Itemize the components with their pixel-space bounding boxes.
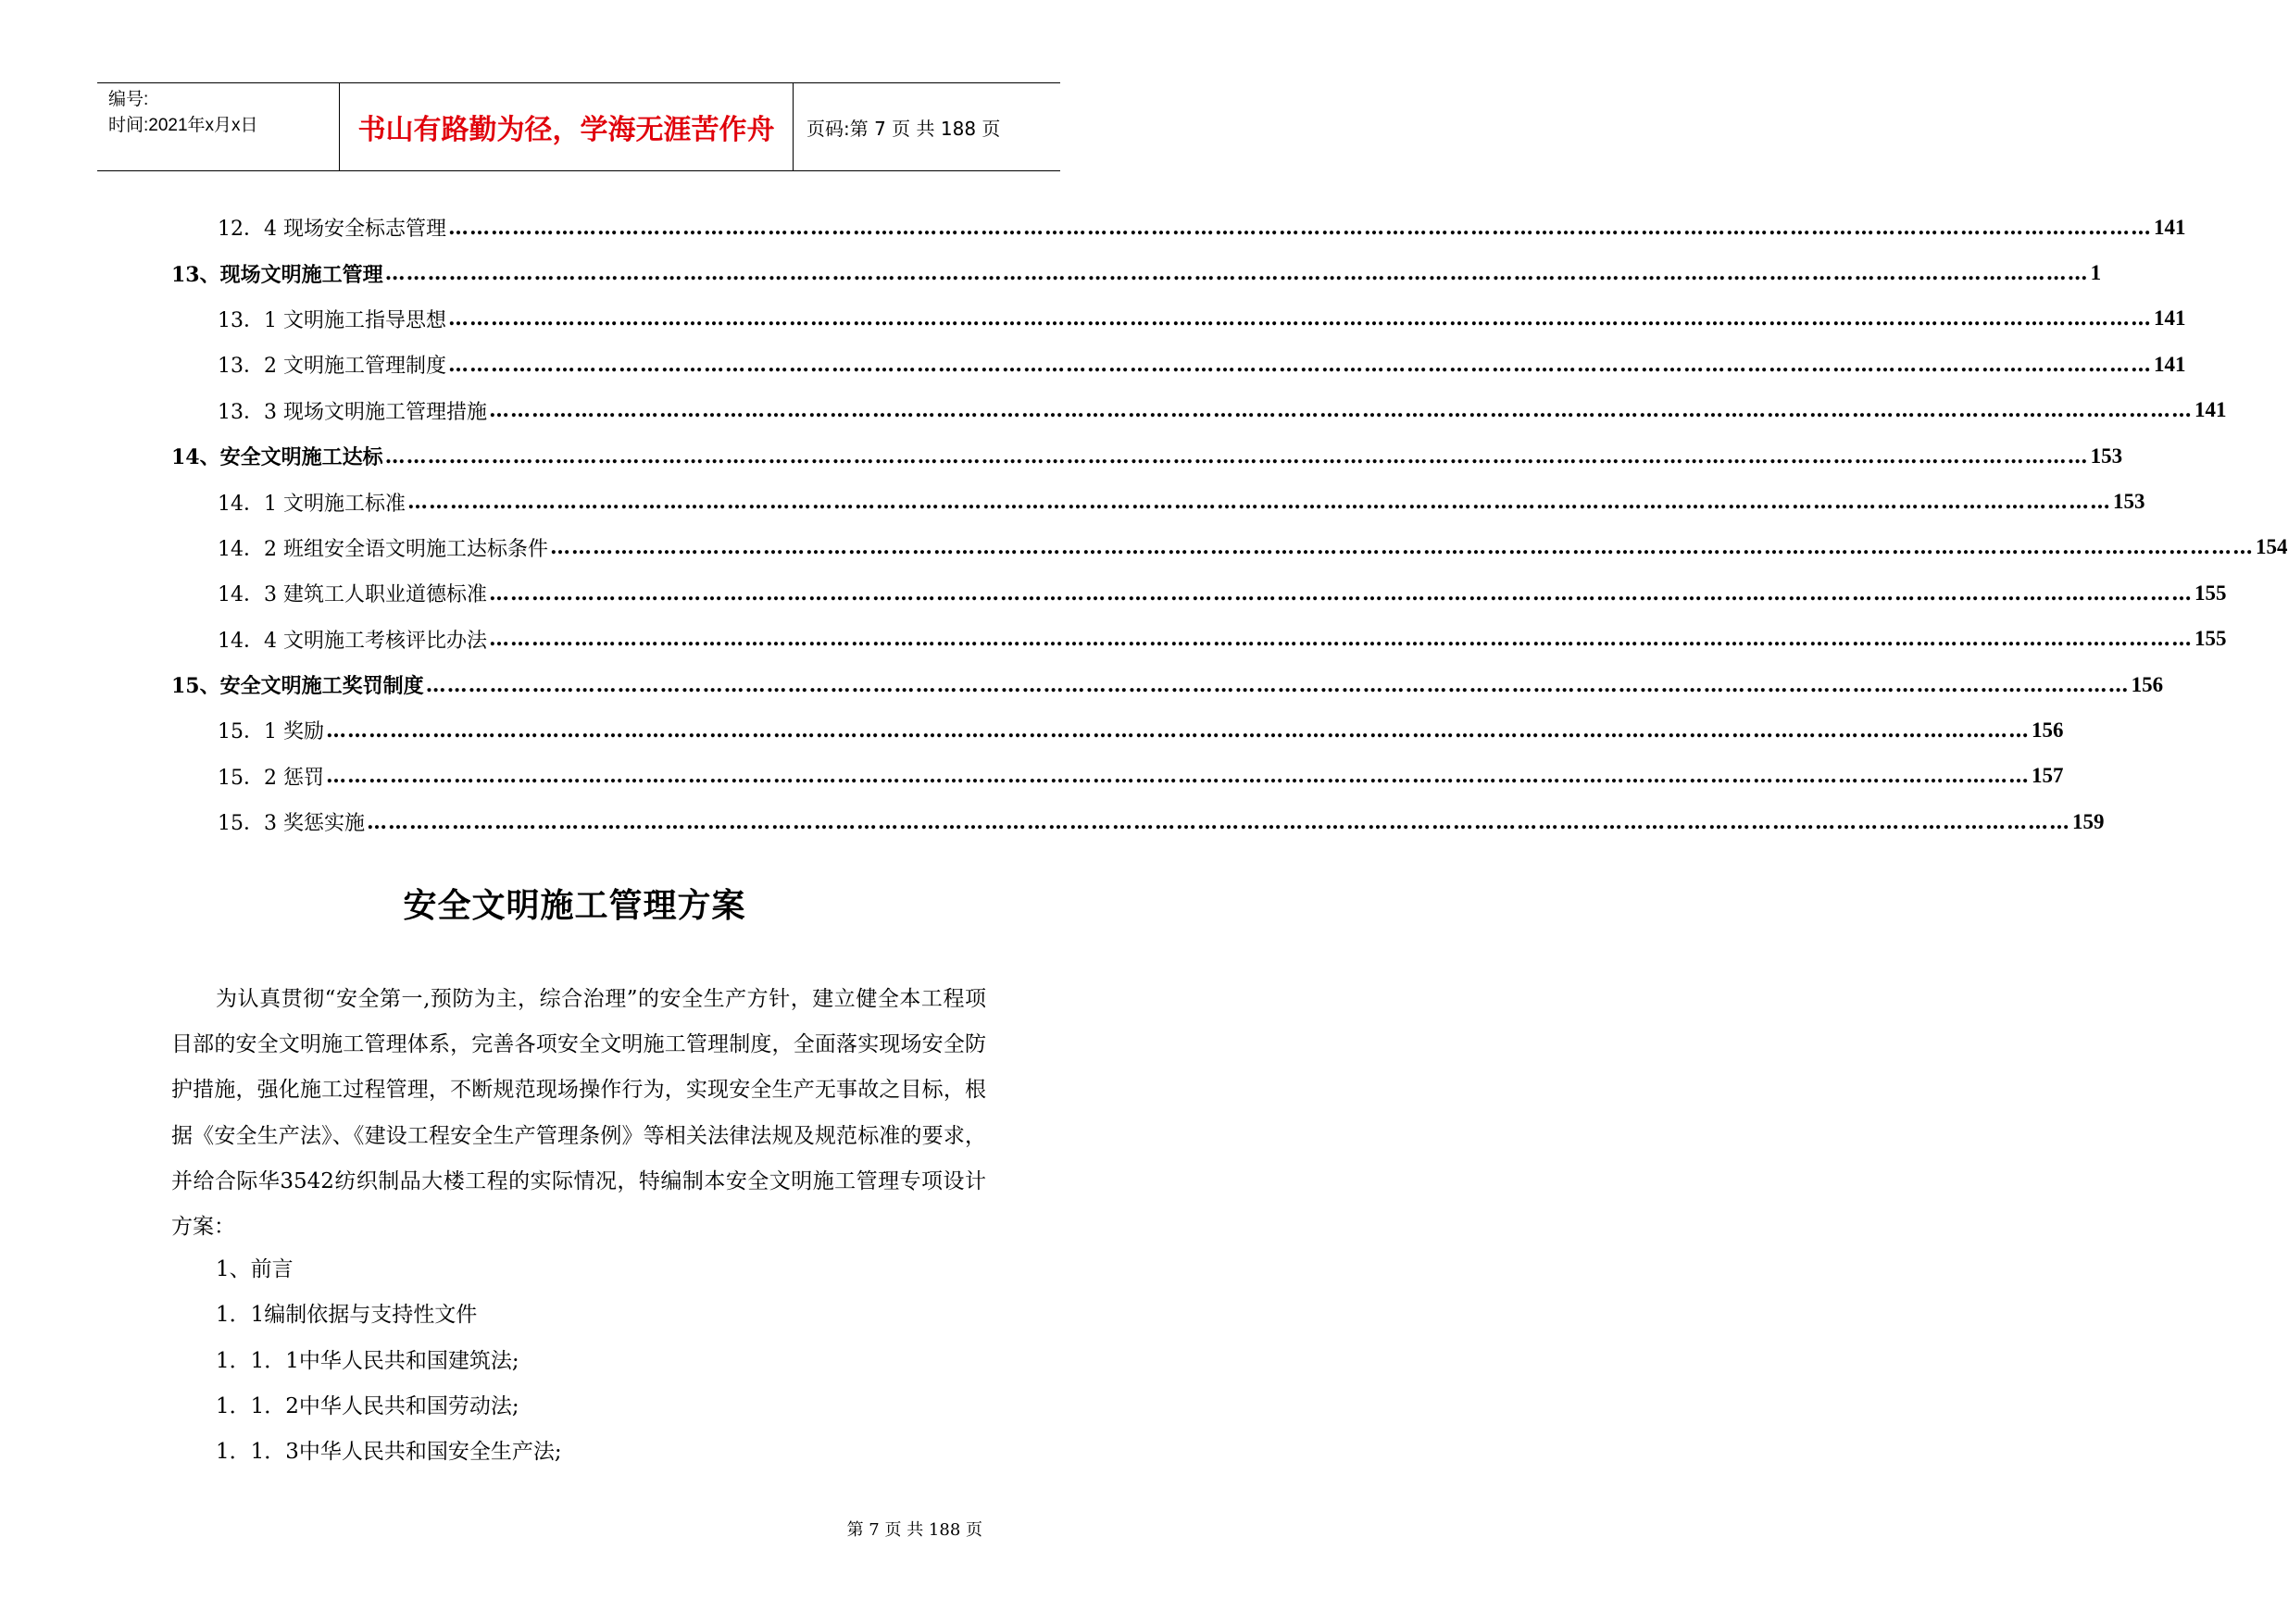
toc-entry[interactable] <box>171 433 2123 479</box>
toc-leader-dots: …………………………………………………………………………………………………………………………………………………………………………………………………………………… <box>407 490 2111 515</box>
toc-leader-dots: …………………………………………………………………………………………………………………………………………………………………………………………………………………… <box>448 306 2152 331</box>
toc-entry-page: 154 <box>2256 535 2288 559</box>
toc-entry-page: 157 <box>2032 764 2064 788</box>
toc-entry-label: 12．4 现场安全标志管理 <box>218 218 446 242</box>
toc-entry[interactable] <box>171 342 2186 387</box>
toc-entry-page: 141 <box>2154 352 2186 376</box>
list-item: 1．1．1中华人民共和国建筑法; <box>216 1348 519 1373</box>
toc-leader-dots: …………………………………………………………………………………………………………………………………………………………………………………………………………………… <box>550 535 2254 560</box>
toc-entry[interactable] <box>171 250 2102 295</box>
toc-entry-label: 13．1 文明施工指导思想 <box>218 308 446 332</box>
page-footer: 第 7 页 共 188 页 <box>846 1520 982 1540</box>
toc-entry-page: 156 <box>2032 718 2064 742</box>
document-title: 安全文明施工管理方案 <box>403 887 746 925</box>
toc-entry-label: 14．1 文明施工标准 <box>218 492 406 516</box>
toc-leader-dots: …………………………………………………………………………………………………………………………………………………………………………………………………………………… <box>448 352 2152 377</box>
list-item: 1．1．2中华人民共和国劳动法; <box>216 1393 519 1418</box>
toc-entry-label: 13．2 文明施工管理制度 <box>218 355 446 379</box>
toc-entry[interactable] <box>171 388 2227 433</box>
section-list <box>216 1247 984 1475</box>
toc-leader-dots: …………………………………………………………………………………………………………………………………………………………………………………………………………………… <box>489 627 2193 652</box>
toc-entry-page: 153 <box>2090 443 2123 468</box>
document-header <box>97 82 1060 171</box>
toc-leader-dots: …………………………………………………………………………………………………………………………………………………………………………………………………………………… <box>326 764 2030 789</box>
toc-entry[interactable] <box>171 479 2145 524</box>
toc-entry-label: 14．2 班组安全语文明施工达标条件 <box>218 537 548 561</box>
toc-leader-dots: …………………………………………………………………………………………………………………………………………………………………………………………………………………… <box>326 718 2030 743</box>
toc-leader-dots: …………………………………………………………………………………………………………………………………………………………………………………………………………………… <box>384 443 2089 468</box>
toc-leader-dots: …………………………………………………………………………………………………………………………………………………………………………………………………………………… <box>489 581 2193 606</box>
toc-entry-label: 15．2 惩罚 <box>218 766 324 790</box>
toc-entry-label: 15、安全文明施工奖罚制度 <box>171 674 424 699</box>
toc-entry[interactable] <box>171 707 2064 753</box>
toc-entry-label: 15．1 奖励 <box>218 720 324 744</box>
table-of-contents <box>171 205 2288 844</box>
list-item: 1、前言 <box>216 1257 294 1281</box>
header-motto: 书山有路勤为径，学海无涯苦作舟 <box>340 83 794 170</box>
toc-entry-label: 14、安全文明施工达标 <box>171 445 383 470</box>
toc-leader-dots: …………………………………………………………………………………………………………………………………………………………………………………………………………………… <box>448 215 2152 240</box>
toc-entry[interactable] <box>171 617 2227 662</box>
list-item: 1．1．3中华人民共和国安全生产法; <box>216 1440 562 1465</box>
toc-entry[interactable] <box>171 296 2186 342</box>
toc-entry[interactable] <box>171 662 2164 707</box>
toc-entry-page: 141 <box>2154 215 2186 239</box>
time-label: 时间:2021年x月x日 <box>108 116 258 135</box>
toc-entry[interactable] <box>171 525 2288 570</box>
toc-entry-label: 15．3 奖惩实施 <box>218 812 365 836</box>
toc-leader-dots: …………………………………………………………………………………………………………………………………………………………………………………………………………………… <box>367 809 2070 834</box>
toc-entry[interactable] <box>171 570 2227 616</box>
toc-entry-page: 155 <box>2194 581 2227 605</box>
toc-leader-dots: …………………………………………………………………………………………………………………………………………………………………………………………………………………… <box>384 261 2089 286</box>
intro-paragraph: 为认真贯彻“安全第一,预防为主，综合治理”的安全生产方针，建立健全本工程项目部的安全文明施工管理体系，完善各项安全文明施工管理制度，全面落实现场安全防护措施，强化施工过程管理，不断规范现场操作行为，实现安全生产无事故之目标，根据《安全生产法》、《建设工程安全生产管理条例》等相关法律法规及规范标准的要求，并给合际华3542纺织制品大楼工程的实际情况，特编制本安全文明施工管理专项设计方案： <box>171 987 986 1240</box>
toc-entry-page: 141 <box>2154 306 2186 331</box>
toc-entry-page: 155 <box>2194 627 2227 651</box>
header-page-label: 页码:第 7 页 共 188 页 <box>806 117 1001 140</box>
toc-entry-label: 14．4 文明施工考核评比办法 <box>218 629 487 653</box>
toc-entry-label: 14．3 建筑工人职业道德标准 <box>218 583 487 607</box>
toc-entry-label: 13、现场文明施工管理 <box>171 262 383 287</box>
header-meta <box>97 83 340 170</box>
number-label: 编号: <box>108 90 149 109</box>
toc-entry[interactable] <box>171 799 2105 844</box>
toc-entry[interactable] <box>171 754 2064 799</box>
toc-entry-page: 1 <box>2090 261 2102 285</box>
toc-entry-page: 159 <box>2072 809 2105 833</box>
toc-entry-page: 141 <box>2194 398 2227 422</box>
toc-entry-label: 13．3 现场文明施工管理措施 <box>218 400 487 424</box>
toc-entry-page: 156 <box>2131 672 2164 696</box>
toc-leader-dots: …………………………………………………………………………………………………………………………………………………………………………………………………………………… <box>425 672 2130 697</box>
toc-entry-page: 153 <box>2113 490 2145 514</box>
list-item: 1．1编制依据与支持性文件 <box>216 1303 478 1328</box>
toc-entry[interactable] <box>171 205 2186 250</box>
toc-leader-dots: …………………………………………………………………………………………………………………………………………………………………………………………………………………… <box>489 398 2193 423</box>
